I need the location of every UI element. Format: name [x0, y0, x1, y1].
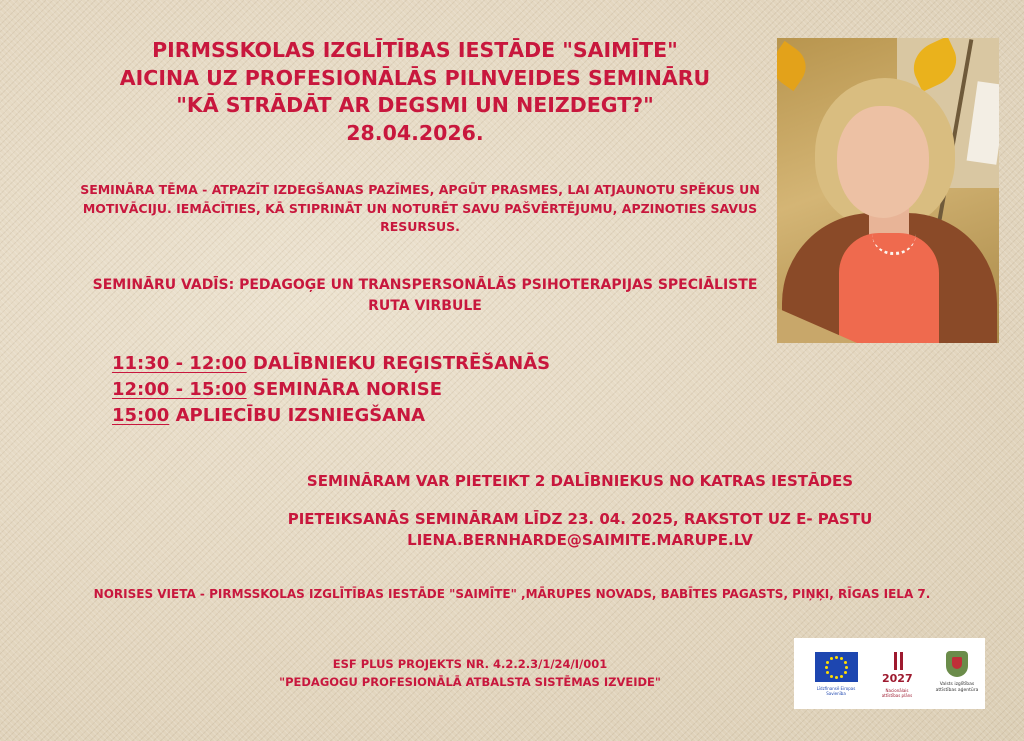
event-header — [90, 37, 740, 147]
project-number: ESF PLUS PROJEKTS NR. 4.2.2.3/1/24/I/001 — [332, 657, 608, 671]
schedule — [112, 351, 550, 429]
project-name: "PEDAGOGU PROFESIONĀLĀ ATBALSTA SISTĒMAS IZVEIDE" — [279, 675, 661, 689]
schedule-label: SEMINĀRA NORISE — [252, 379, 442, 400]
schedule-label: DALĪBNIEKU REĢISTRĒŠANĀS — [252, 353, 551, 374]
speaker-photo — [777, 38, 999, 343]
invitation-line: AICINA UZ PROFESIONĀLĀS PILNVEIDES SEMINĀRU — [119, 65, 711, 90]
seminar-topic: SEMINĀRA TĒMA - ATPAZĪT IZDEGŠANAS PAZĪMES, APGŪT PRASMES, LAI ATJAUNOTU SPĒKUS UN MOTIVĀCIJU. IEMĀCĪTIES, KĀ STIPRINĀT UN NOTURĒT SAVU PAŠVĒRTĒJUMU, APZINOTIES SAVUS RESURSUS. — [80, 182, 760, 234]
schedule-time: 11:30 - 12:00 — [112, 353, 247, 374]
contact-email[interactable]: LIENA.BERNHARDE@SAIMITE.MARUPE.LV — [407, 531, 753, 549]
schedule-item — [112, 351, 550, 377]
seminar-title: "KĀ STRĀDĀT AR DEGSMI UN NEIZDEGT?" — [176, 93, 654, 117]
schedule-item — [112, 377, 550, 403]
viaa-logo-text: Valsts izglītības attīstības aģentūra — [935, 682, 979, 693]
schedule-time: 12:00 - 15:00 — [112, 379, 247, 400]
national-plan-year: 2027 — [882, 672, 913, 685]
seminar-leader: SEMINĀRU VADĪS: PEDAGOĢE UN TRANSPERSONĀLĀS PSIHOTERAPIJAS SPECIĀLISTE RUTA VIRBULE — [92, 277, 758, 314]
registration-deadline — [200, 509, 960, 551]
eu-logo-text: Līdzfinansē Eiropas Savienība — [816, 686, 856, 696]
project-info — [180, 655, 760, 691]
eu-flag-icon — [815, 652, 858, 682]
event-date: 28.04.2026. — [346, 120, 484, 145]
sponsor-logos — [794, 638, 985, 709]
deadline-text: PIETEIKSANĀS SEMINĀRAM LĪDZ 23. 04. 2025, RAKSTOT UZ E- PASTU — [287, 510, 873, 528]
schedule-time: 15:00 — [112, 405, 170, 426]
venue-info: NORISES VIETA - PIRMSSKOLAS IZGLĪTĪBAS IESTĀDE "SAIMĪTE" ,MĀRUPES NOVADS, BABĪTES PAGASTS, PIŅĶI, RĪGAS IELA 7. — [93, 587, 931, 601]
participant-limit: SEMINĀRAM VAR PIETEIKT 2 DALĪBNIEKUS NO KATRAS IESTĀDES — [306, 472, 854, 490]
schedule-item — [112, 403, 550, 429]
schedule-label: APLIECĪBU IZSNIEGŠANA — [175, 405, 426, 426]
latvia-crest-icon — [946, 651, 968, 677]
national-plan-text: Nacionālais attīstības plāns — [881, 688, 913, 698]
organizer-line: PIRMSSKOLAS IZGLĪTĪBAS IESTĀDE "SAIMĪTE" — [152, 38, 678, 62]
